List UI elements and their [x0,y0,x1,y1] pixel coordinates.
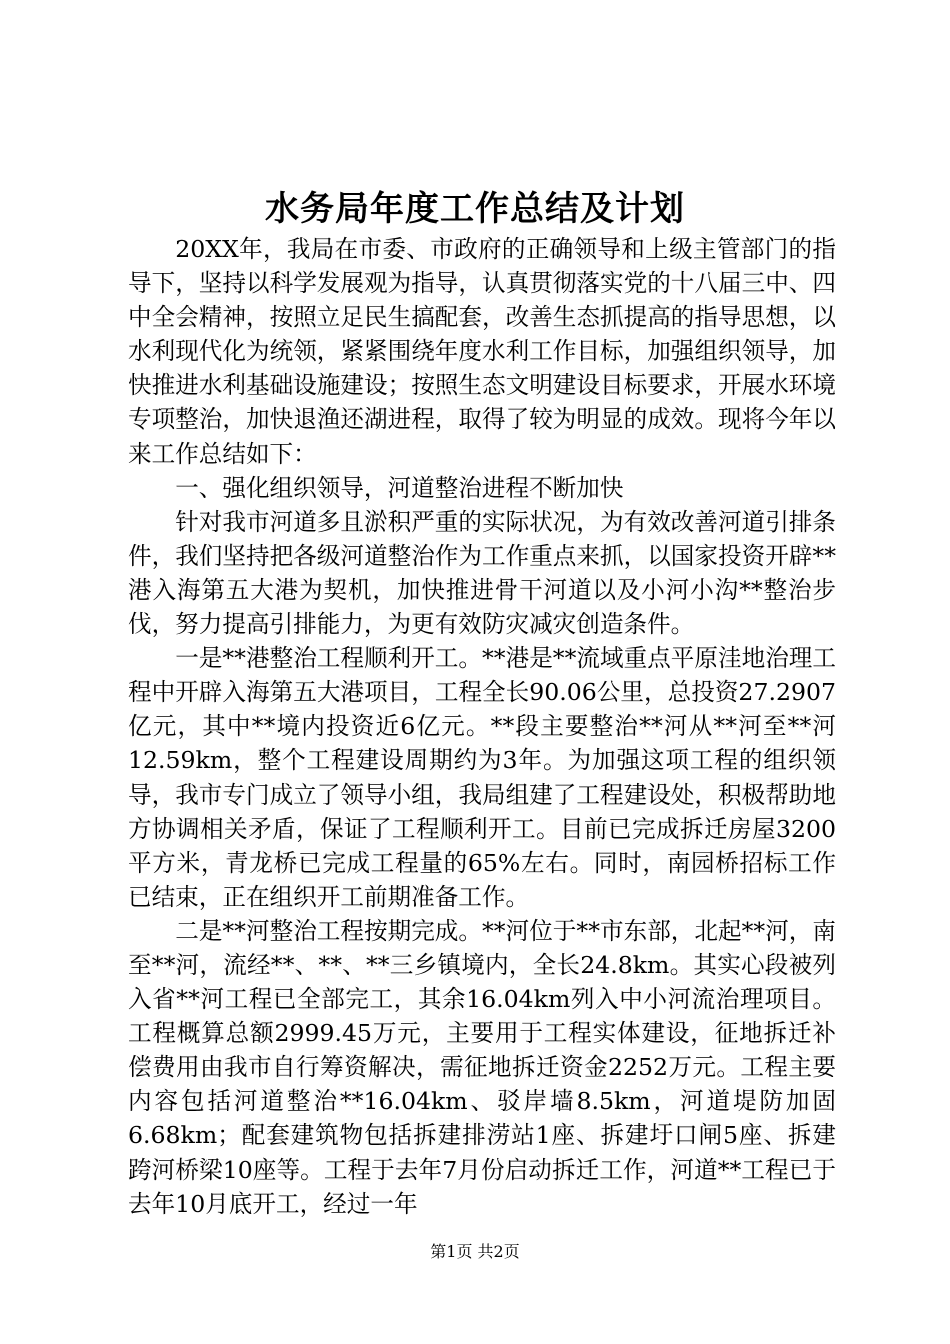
page-number: 第1页 共2页 [430,1242,520,1261]
paragraph-item-one: 一是**港整治工程顺利开工。**港是**流域重点平原洼地治理工程中开辟入海第五大港项目，工程全长90.06公里，总投资27.2907亿元，其中**境内投资近6亿元。**段主要整治**河从**河至**河12.59km，整个工程建设周期约为3年。为加强这项工程的组织领导，我市专门成立了领导小组，我局组建了工程建设处，积极帮助地方协调相关矛盾，保证了工程顺利开工。目前已完成拆迁房屋3200平方米，青龙桥已完成工程量的65%左右。同时，南园桥招标工作已结束，正在组织开工前期准备工作。 [128,644,836,911]
paragraph-section-intro: 针对我市河道多且淤积严重的实际状况，为有效改善河道引排条件，我们坚持把各级河道整治作为工作重点来抓，以国家投资开辟**港入海第五大港为契机，加快推进骨干河道以及小河小沟**整治步伐，努力提高引排能力，为更有效防灾减灾创造条件。 [128,507,836,639]
paragraph-item-two: 二是**河整治工程按期完成。**河位于**市东部，北起**河，南至**河，流经**、**、**三乡镇境内，全长24.8km。其实心段被列入省**河工程已全部完工，其余16.04km列入中小河流治理项目。工程概算总额2999.45万元，主要用于工程实体建设，征地拆迁补偿费用由我市自行筹资解决，需征地拆迁资金2252万元。工程主要内容包括河道整治**16.04km、驳岸墙8.5km，河道堤防加固6.68km；配套建筑物包括拆建排涝站1座、拆建圩口闸5座、拆建跨河桥梁10座等。工程于去年7月份启动拆迁工作，河道**工程已于去年10月底开工，经过一年 [128,916,836,1218]
document-title: 水务局年度工作总结及计划 [265,189,685,229]
document-body [128,232,836,1221]
paragraph-intro: 20XX年，我局在市委、市政府的正确领导和上级主管部门的指导下，坚持以科学发展观为指导，认真贯彻落实党的十八届三中、四中全会精神，按照立足民生搞配套，改善生态抓提高的指导思想，以水利现代化为统领，紧紧围绕年度水利工作目标，加强组织领导，加快推进水利基础设施建设；按照生态文明建设目标要求，开展水环境专项整治，加快退渔还湖进程，取得了较为明显的成效。现将今年以来工作总结如下： [128,235,836,468]
section-heading: 一、强化组织领导，河道整治进程不断加快 [175,473,624,502]
